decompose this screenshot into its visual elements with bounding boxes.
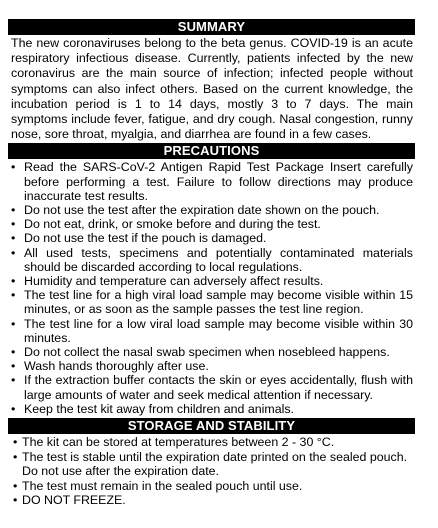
precautions-heading: PRECAUTIONS [8,143,415,159]
bullet-icon: • [11,359,16,374]
precautions-list [8,159,415,418]
precautions-item [10,274,413,288]
precautions-item [10,345,413,359]
precautions-item [10,359,413,373]
bullet-icon: • [13,435,18,450]
precautions-item [10,288,413,316]
bullet-icon: • [11,231,16,246]
precautions-item-text: Read the SARS-CoV-2 Antigen Rapid Test Package Insert carefully before performing a test. Failure to follow directions may produce inaccurate test results. [24,160,413,203]
precautions-item-text: Do not use the test if the pouch is damaged. [24,231,267,246]
bullet-icon: • [11,345,16,360]
document-page [8,19,415,510]
precautions-item-text: Do not collect the nasal swab specimen when nosebleed happens. [24,345,390,360]
bullet-icon: • [11,288,16,303]
storage-item-text: The test is stable until the expiration date printed on the sealed pouch. Do not use after the expiration date. [22,449,408,479]
precautions-item-text: Keep the test kit away from children and animals. [24,401,294,416]
precautions-item-text: All used tests, specimens and potentially contaminated materials should be discarded according to local regulations. [24,245,413,274]
storage-item [12,435,413,450]
precautions-item [10,402,413,416]
precautions-item [10,246,413,274]
precautions-item [10,160,413,203]
precautions-item [10,373,413,401]
bullet-icon: • [11,316,16,331]
precautions-item-text: The test line for a low viral load sample may become visible within 30 minutes. [24,316,413,345]
bullet-icon: • [11,401,16,416]
bullet-icon: • [11,203,16,218]
bullet-icon: • [13,493,18,508]
precautions-item [10,231,413,245]
storage-list [8,434,415,510]
summary-paragraph: The new coronaviruses belong to the beta genus. COVID-19 is an acute respiratory infectious disease. Currently, patients infected by the new coronavirus are the main source of infection; infected people without symptoms can also infect others. Based on the current knowledge, the incubation period is 1 to 14 days, mostly 3 to 7 days. The main symptoms include fever, fatigue, and dry cough. Nasal congestion, runny nose, sore throat, myalgia, and diarrhea are found in a few cases. [11,36,413,142]
precautions-item-text: Do not use the test after the expiration date shown on the pouch. [24,203,380,218]
precautions-item [10,317,413,345]
precautions-item-text: Do not eat, drink, or smoke before and during the test. [24,217,321,232]
bullet-icon: • [11,274,16,289]
bullet-icon: • [11,245,16,260]
summary-heading: SUMMARY [8,19,415,35]
precautions-item-text: Wash hands thoroughly after use. [24,359,209,374]
storage-item [12,450,413,479]
storage-item-text: DO NOT FREEZE. [22,493,126,508]
precautions-item [10,217,413,231]
storage-item [12,493,413,508]
bullet-icon: • [13,478,18,493]
storage-item [12,479,413,494]
bullet-icon: • [11,217,16,232]
storage-heading: STORAGE AND STABILITY [8,418,415,434]
precautions-item-text: The test line for a high viral load sample may become visible within 15 minutes, or as soon as the sample passes the test line region. [24,288,413,317]
bullet-icon: • [13,449,18,464]
bullet-icon: • [11,160,16,175]
storage-item-text: The kit can be stored at temperatures between 2 - 30 °C. [22,435,335,450]
precautions-item-text: Humidity and temperature can adversely affect results. [24,274,324,289]
precautions-item [10,203,413,217]
precautions-item-text: If the extraction buffer contacts the skin or eyes accidentally, flush with large amounts of water and seek medical attention if necessary. [24,373,413,402]
storage-item-text: The test must remain in the sealed pouch until use. [22,478,303,493]
bullet-icon: • [11,373,16,388]
